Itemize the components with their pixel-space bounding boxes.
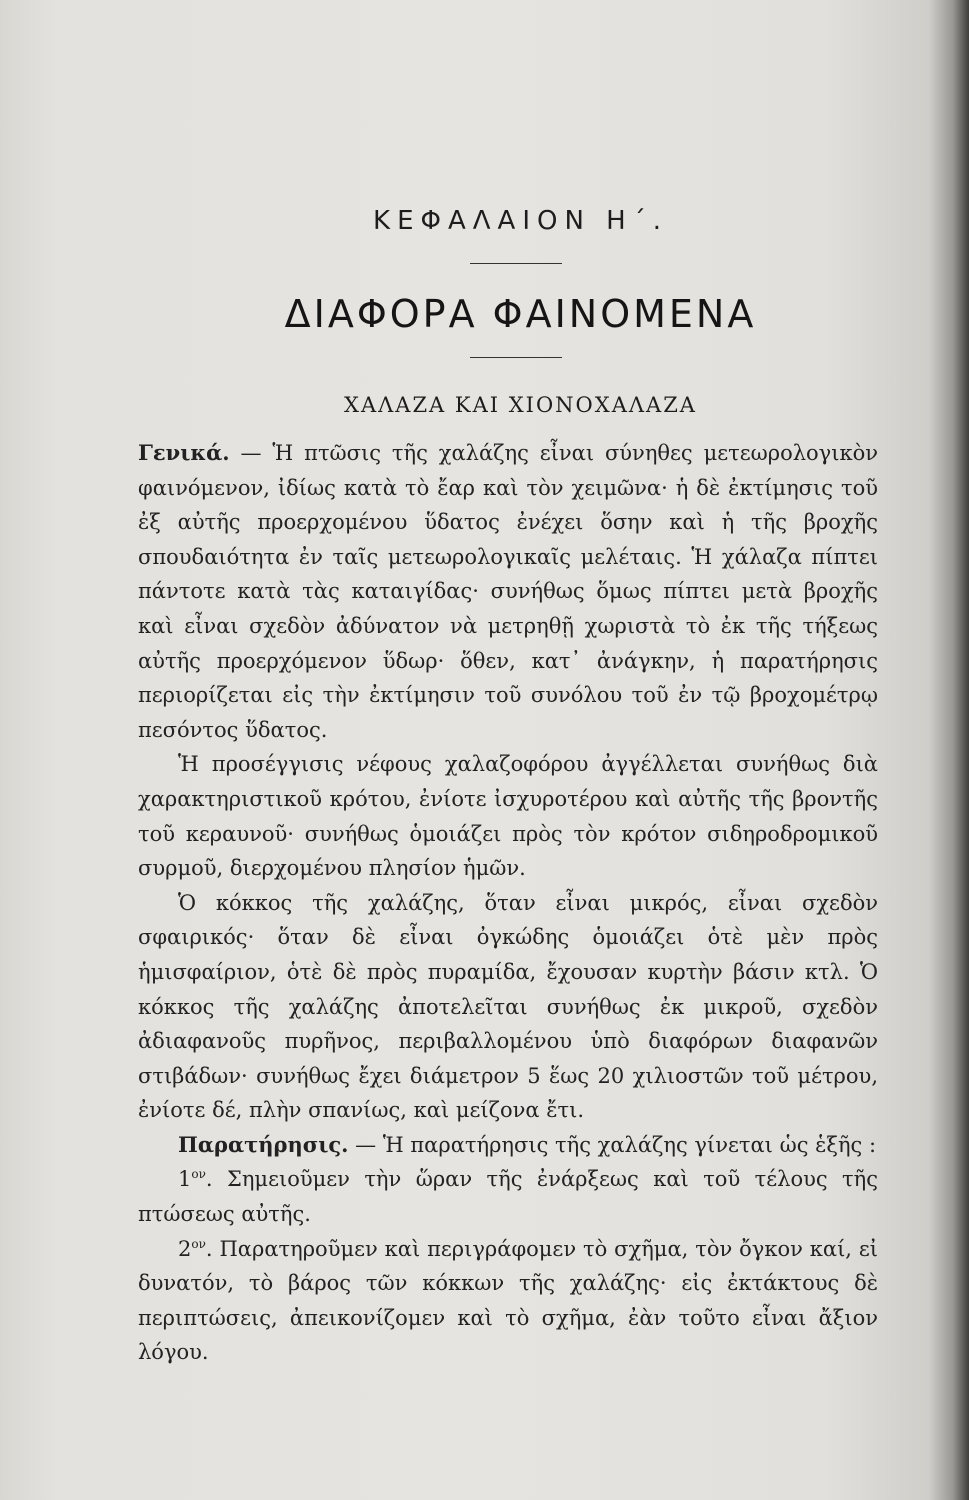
item-number: 2 (178, 1236, 192, 1261)
item-ordinal: ον (191, 1236, 206, 1251)
item-text: . Σημειοῦμεν τὴν ὥραν τῆς ἐνάρξεως καὶ τοῦ τέλους τῆς πτώσεως αὐτῆς. (138, 1167, 878, 1227)
list-item-1 (138, 1162, 878, 1231)
paragraph-lead: Γενικά. (138, 440, 230, 465)
page-title: ΔΙΑΦΟΡΑ ΦΑΙΝΟΜΕΝΑ (284, 292, 757, 336)
paragraph-text: — Ἡ παρατήρησις τῆς χαλάζης γίνεται ὡς ἑξῆς : (348, 1132, 877, 1157)
page-shadow (929, 0, 969, 1500)
paragraph-general (138, 436, 878, 747)
paragraph-lead: Παρατήρησις. (178, 1131, 349, 1157)
paragraph-observation (138, 1128, 878, 1163)
item-number: 1 (178, 1167, 192, 1192)
paragraph-approach: Ἡ προσέγγισις νέφους χαλαζοφόρου ἀγγέλλεται συνήθως διὰ χαρακτηριστικοῦ κρότου, ἐνίοτε ἰσχυροτέρου καὶ αὐτῆς τῆς βροντῆς τοῦ κεραυνοῦ· συνήθως ὁμοιάζει πρὸς τὸν κρότον σιδηροδρομικοῦ συρμοῦ, διερχομένου πλησίον ἡμῶν. (138, 752, 878, 881)
item-text: . Παρατηροῦμεν καὶ περιγράφομεν τὸ σχῆμα, τὸν ὄγκον καί, εἰ δυνατόν, τὸ βάρος τῶν κόκκων τῆς χαλάζης· εἰς ἐκτάκτους δὲ περιπτώσεις, ἀπεικονίζομεν καὶ τὸ σχῆμα, ἐὰν τοῦτο εἶναι ἄξιον λόγου. (138, 1236, 878, 1365)
item-ordinal: ον (191, 1167, 206, 1182)
list-item-2 (138, 1232, 878, 1370)
chapter-heading: ΚΕΦΑΛΑΙΟΝ Η΄. (373, 206, 668, 236)
divider-top (470, 263, 562, 264)
body-text (138, 436, 878, 1370)
paragraph-grain: Ὁ κόκκος τῆς χαλάζης, ὅταν εἶναι μικρός, εἶναι σχεδὸν σφαιρικός· ὅταν δὲ εἶναι ὀγκώδης ὁμοιάζει ὁτὲ μὲν πρὸς ἡμισφαίριον, ὁτὲ δὲ πρὸς πυραμίδα, ἔχουσαν κυρτὴν βάσιν κτλ. Ὁ κόκκος τῆς χαλάζης ἀποτελεῖται συνήθως ἐκ μικροῦ, σχεδὸν ἀδιαφανοῦς πυρῆνος, περιβαλλομένου ὑπὸ διαφόρων διαφανῶν στιβάδων· συνήθως ἔχει διάμετρον 5 ἕως 20 χιλιοστῶν τοῦ μέτρου, ἐνίοτε δέ, πλὴν σπανίως, καὶ μείζονα ἔτι. (138, 890, 878, 1123)
divider-bottom (470, 357, 562, 358)
section-subtitle: ΧΑΛΑΖΑ ΚΑΙ ΧΙΟΝΟΧΑΛΑΖΑ (344, 393, 697, 417)
paragraph-text: — Ἡ πτῶσις τῆς χαλάζης εἶναι σύνηθες μετεωρολογικὸν φαινόμενον, ἰδίως κατὰ τὸ ἔαρ καὶ τὸν χειμῶνα· ἡ δὲ ἐκτίμησις τοῦ ἐξ αὐτῆς προερχομένου ὕδατος ἐνέχει ὅσην καὶ ἡ τῆς βροχῆς σπουδαιότητα ἐν ταῖς μετεωρολογικαῖς μελέταις. Ἡ χάλαζα πίπτει πάντοτε κατὰ τὰς καταιγίδας· συνήθως ὅμως πίπτει μετὰ βροχῆς καὶ εἶναι σχεδὸν ἀδύνατον νὰ μετρηθῇ χωριστὰ τὸ ἐκ τῆς τήξεως αὐτῆς προερχόμενον ὕδωρ· ὅθεν, κατ᾽ ἀνάγκην, ἡ παρατήρησις περιορίζεται εἰς τὴν ἐκτίμησιν τοῦ συνόλου τοῦ ἐν τῷ βροχομέτρῳ πεσόντος ὕδατος. (138, 441, 878, 742)
